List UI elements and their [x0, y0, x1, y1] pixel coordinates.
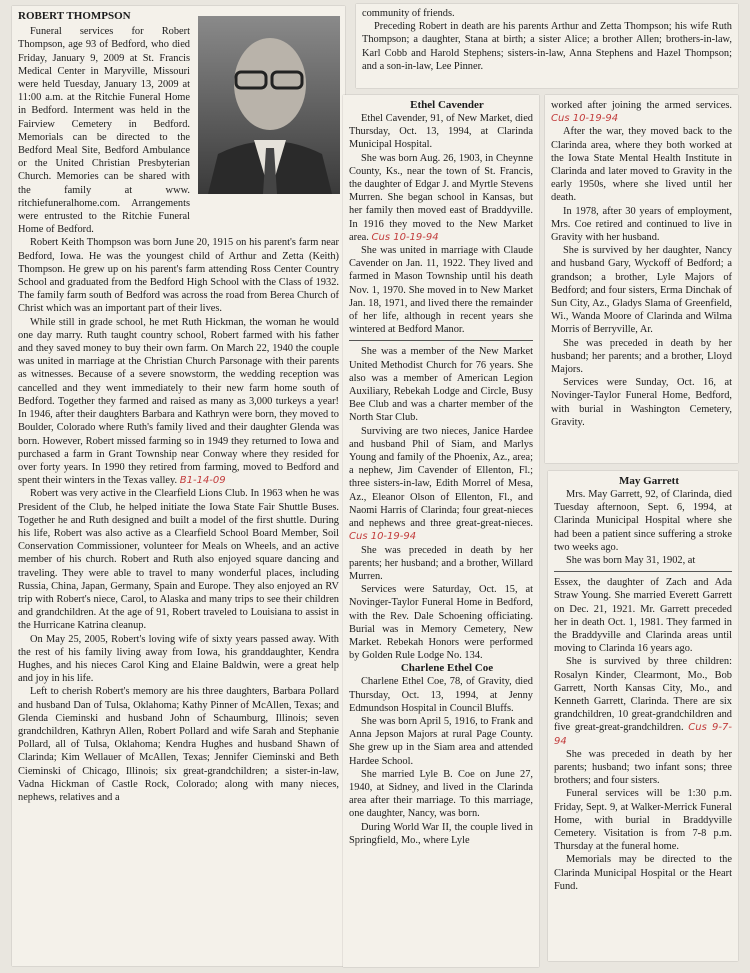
robert-cont-paragraph-1: community of friends. [362, 8, 455, 19]
portrait-photo [198, 16, 340, 194]
charlene-cont-paragraph-2: After the war, they moved back to the Clarinda area, where they both worked at the Iowa State Mental Health Institute in Clarinda and later moved to Gravity in the early 1950s, where she lived until her death. [551, 126, 732, 204]
column-divider [554, 571, 732, 572]
column-divider [349, 340, 533, 341]
may-paragraph-7: Memorials may be directed to the Clarinda Municipal Hospital or the Heart Fund. [554, 854, 732, 892]
ethel-paragraph-5: Surviving are two nieces, Janice Hardee and husband Phil of Siam, and Marlys Young and family of the Phoenix, Az., area; a nephew, Jim Cavender of Ellenton, Fl.; three sisters-in-law, Edith Morrel of Mesa, Az., Eleanor Olson of Ellenton, Fl., and Naomi Harris of Clarinda; four great-nieces and nephews and three great-great-nieces. Cus 10-19-94 [349, 425, 533, 543]
charlene-cont-paragraph-6: Services were Sunday, Oct. 16, at Novinger-Taylor Funeral Home, Bedford, with burial in Washington Cemetery, Gravity. [551, 377, 732, 428]
charlene-cont-paragraph-5: She was preceded in death by her husband; her parents; and a brother, Lloyd Majors. [551, 337, 732, 376]
obit-name-ethel: Ethel Cavender [410, 99, 484, 111]
robert-header-block [18, 10, 196, 23]
portrait-illustration [198, 16, 340, 194]
robert-paragraph-3: Robert was very active in the Clearfield Lions Club. In 1963 when he was President of the Club, he helped initiate the Iowa State Fair Shuttle Buses. Together he and Ruth designed and built a model of the first shuttle. During his life, Robert was also active as a Clearfield School Board Member, Soil Conservation Commissioner, volunteer for Meals on Wheels, and an active member of his church. Robert and Ruth also enjoyed square dancing and traveling. They were able to travel to many wonderful places, including Russia, China, Japan, Germany, Spain and Europe. They also enjoyed an RV trip with Robert's niece, Carol, to Alaska and many trips to see their children and grandchildren. At the age of 91, Robert traveled to Louisiana to assist in the Hurricane Katrina cleanup. [18, 488, 339, 632]
obit-name-may: May Garrett [619, 475, 679, 487]
may-paragraph-6: Funeral services will be 1:30 p.m. Friday, Sept. 9, at Walker-Merrick Funeral Home, with burial in Braddyville Cemetery. Visitation is from 7-8 p.m. Thursday at the funeral home. [554, 788, 732, 853]
clipping-may-garrett [548, 471, 738, 961]
handwritten-date-note: Cus 10-19-94 [551, 113, 619, 125]
obit-name-robert: ROBERT THOMPSON [18, 10, 131, 22]
handwritten-date-note: Cus 10-19-94 [371, 231, 439, 243]
ethel-paragraph-2: She was born Aug. 26, 1903, in Cheynne County, Ks., near the town of St. Francis, the daughter of Edgar J. and Myrtle Stevens Murren. She began school in Kansas, but her family then moved east of Braddyville. In 1916 they moved to the New Market area. Cus 10-19-94 [349, 152, 533, 243]
charlene-paragraph-4: During World War II, the couple lived in Springfield, Mo., where Lyle [349, 821, 533, 846]
ethel-paragraph-3: She was united in marriage with Claude Cavender on Jan. 11, 1922. They lived and farmed in Mason Township until his death Nov. 1, 1970. She moved in to New Market Jan. 18, 1971, and lived there the remainder of her life, although in recent years she wintered at Bedford Manor. [349, 245, 533, 336]
clipping-ethel-cavender [343, 95, 539, 967]
robert-paragraph-2: While still in grade school, he met Ruth Hickman, the woman he would one day marry. Ruth taught country school, Robert farmed with his father and they saved money to buy their own farm. On March 22, 1940 the couple was united in marriage at the Christian Church Parsonage with their parents as witnesses. Because of a severe snowstorm, the wedding reception was cancelled and they went immediately to their new farm home south of Bedford. Together they farmed and raised as many as 3,000 turkeys a year! In 1946, after their daughters Barbara and Kathryn were born, they moved to Boulder, Colorado where Ruth's family lived and their daughter Glenda was born. However, Robert missed farming so in 1949 they returned to Iowa and purchased a farm in Grant Township near Conway where they resided for over forty years. In 1990 they retired from farming, moved to Bedford and spent their winters in the Texas valley. B1-14-09 [18, 316, 339, 487]
handwritten-date-note: B1-14-09 [179, 475, 226, 487]
obit-name-charlene: Charlene Ethel Coe [400, 662, 494, 675]
robert-paragraph-4: On May 25, 2005, Robert's loving wife of sixty years passed away. With the rest of his family living away from Iowa, his granddaughter, Kendra Hughes, and his nieces Carol King and Elaine Baldwin, were a great help and joy in his life. [18, 633, 339, 685]
clipping-charlene-continued [545, 95, 738, 463]
robert-paragraph-1: Robert Keith Thompson was born June 20, 1915 on his parent's farm near Bedford, Iowa. He was the youngest child of Arthur and Zetta (Keith) Thompson. He grew up on his parent's farm attending Ross Center Country School and graduated from the Bedford High School with the Class of 1932. The family farm south of Bedford was across the road from Berea Church of Christ which was an important part of their lives. [18, 237, 339, 315]
clipping-robert-thompson [12, 6, 345, 966]
handwritten-date-note: Cus 9-7-94 [554, 722, 732, 747]
ethel-paragraph-4: She was a member of the New Market United Methodist Church for 76 years. She also was a member of American Legion Auxiliary, Rebekah Lodge and Circle, Busy Bee Club and was a charter member of the North Star Club. [349, 346, 533, 424]
charlene-paragraph-3: She married Lyle B. Coe on June 27, 1940, at Sidney, and lived in the Clarinda area after their marriage. To this marriage, one daughter, Nancy, was born. [349, 768, 533, 820]
may-paragraph-1: Mrs. May Garrett, 92, of Clarinda, died Tuesday afternoon, Sept. 6, 1994, at Clarinda Municipal Hospital where she had been a patient since suffering a stroke two weeks ago. [554, 489, 732, 553]
may-paragraph-4: She is survived by three children: Rosalyn Kinder, Clearmont, Mo., Bob Garrett, North Kansas City, Mo., and Kenneth Garrett, Clarinda. There are six grandchildren, 10 great-grandchildren and five great-great-grandchildren. Cus 9-7-94 [554, 656, 732, 747]
robert-paragraph-5: Left to cherish Robert's memory are his three daughters, Barbara Pollard and husband Dan of Tulsa, Oklahoma; Kathy Pinner of McAllen, Texas; and Glenda Cieminski and husband John of Schaumburg, Illinois; seven grandchildren, Kathryn Allen, Robert Pollard and wife Sarah and Stephanie Pollard, all of Tulsa, Oklahoma; Kendra Hughes and husband Shawn of Clarinda; Kim Wellauer of McAllen, Texas; Jennifer Cieminski and Beth Cieminski of Chicago, Illinois; six great-grandchildren; a sister-in-law, Vadna Hickman of Castle Rock, Colorado; along with many nieces, nephews, relatives and a [18, 686, 339, 803]
may-paragraph-3: Essex, the daughter of Zach and Ada Straw Young. She married Everett Garrett on Dec. 21, 1921. Mr. Garrett preceded her in death Oct. 1, 1981. They farmed in the Braddyville and Clarinda areas until moving to Clarinda 16 years ago. [554, 577, 732, 655]
charlene-paragraph-1: Charlene Ethel Coe, 78, of Gravity, died Thursday, Oct. 13, 1994, at Jenny Edmundson Hospital in Council Bluffs. [349, 676, 533, 714]
robert-cont-paragraph-2: Preceding Robert in death are his parents Arthur and Zetta Thompson; his wife Ruth Thompson; a daughter, Stana at birth; a sister Alice; a brother Allen; brothers-in-law, Karl Cobb and Harold Stephens; sisters-in-law, Anna Stephens and Hazel Thompson; and a son-in-law, Lee Pinner. [362, 21, 732, 72]
charlene-cont-paragraph-4: She is survived by her daughter, Nancy and husband Gary, Wyckoff of Bedford; a grandson; a brother, Lyle Majors of Bedford; and four sisters, Erma Dinchak of Sun City, Az., Gladys Slama of Greenfield, Wi., Wanda Moore of Clarinda and Wilma Morris of Berryville, Ar. [551, 245, 732, 336]
robert-intro: Funeral services for Robert Thompson, age 93 of Bedford, who died Friday, January 9, 2009 at St. Francis Medical Center in Maryville, Missouri were held Tuesday, January 13, 2009 at 11:00 a.m. at the Ritchie Funeral Home in Bedford. Interment was held in the Fairview Cemetery in Bedford. Memorials can be directed to the Bedford Meal Site, Bedford Ambulance or the United Christian Presbyterian Church. Memories can be shared with the family at www. ritchiefuneralhome.com. Arrangements were entrusted to the Ritchie Funeral Home of Bedford. [18, 26, 190, 236]
charlene-cont-paragraph-1: worked after joining the armed services. Cus 10-19-94 [551, 100, 732, 125]
ethel-paragraph-7: Services were Saturday, Oct. 15, at Novinger-Taylor Funeral Home in Bedford, with the Rev. Dale Schoening officiating. Burial was in Memory Cemetery, New Market. Rebekah Honors were performed by Golden Rule Lodge No. 134. [349, 584, 533, 662]
handwritten-date-note: Cus 10-19-94 [349, 531, 417, 543]
charlene-cont-paragraph-3: In 1978, after 30 years of employment, Mrs. Coe retired and continued to live in Gravity with her husband. [551, 205, 732, 244]
charlene-paragraph-2: She was born April 5, 1916, to Frank and Anna Jepson Majors at rural Page County. She grew up in the Siam area and attended Hardee School. [349, 715, 533, 767]
may-paragraph-5: She was preceded in death by her parents; husband; two infant sons; three brothers; and four sisters. [554, 748, 732, 787]
ethel-paragraph-6: She was preceded in death by her parents; her husband; and a brother, Willard Murren. [349, 544, 533, 582]
clipping-robert-continued [356, 4, 738, 88]
may-paragraph-2: She was born May 31, 1902, at [566, 555, 696, 567]
ethel-paragraph-1: Ethel Cavender, 91, of New Market, died Thursday, Oct. 13, 1994, at Clarinda Municipal Hospital. [349, 113, 533, 151]
